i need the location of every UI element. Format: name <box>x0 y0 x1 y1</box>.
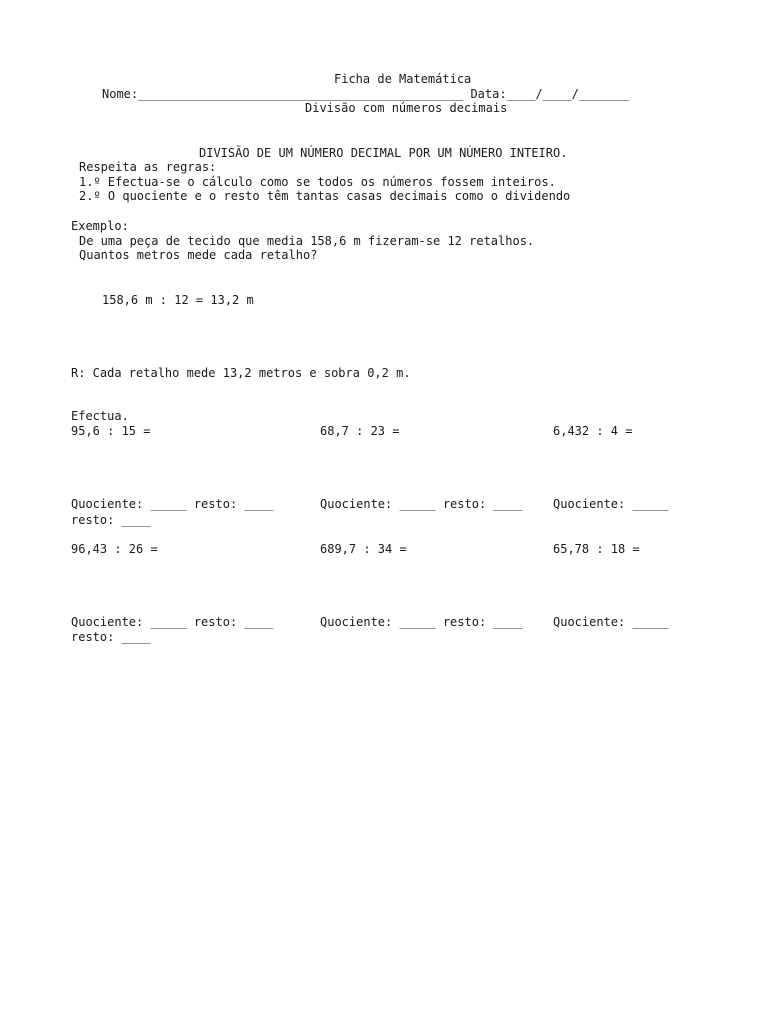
name-date-line: Nome:_____________________________________________ Data:____/____/_______ <box>102 87 630 101</box>
rule-2: 2.º O quociente e o resto têm tantas casas decimais como o dividendo <box>79 189 571 203</box>
answer-resto-1-3: resto: ____ <box>71 513 151 527</box>
rule-1: 1.º Efectua-se o cálculo como se todos os números fossem inteiros. <box>79 175 556 189</box>
answer-line-2-3: Quociente: _____ <box>553 615 669 629</box>
rules-intro: Respeita as regras: <box>79 160 217 174</box>
worksheet-title: Ficha de Matemática <box>334 72 472 86</box>
exercise-2-2: 689,7 : 34 = <box>320 542 407 556</box>
example-calculation: 158,6 m : 12 = 13,2 m <box>102 293 254 307</box>
exercise-1-1: 95,6 : 15 = <box>71 424 151 438</box>
answer-resto-2-3: resto: ____ <box>71 630 151 644</box>
section-heading: DIVISÃO DE UM NÚMERO DECIMAL POR UM NÚMERO INTEIRO. <box>199 146 568 160</box>
exercise-1-3: 6,432 : 4 = <box>553 424 633 438</box>
example-label: Exemplo: <box>71 219 129 233</box>
answer-line-1-2: Quociente: _____ resto: ____ <box>320 497 523 511</box>
answer-line-2-2: Quociente: _____ resto: ____ <box>320 615 523 629</box>
exercise-1-2: 68,7 : 23 = <box>320 424 400 438</box>
answer-line-1-3: Quociente: _____ <box>553 497 669 511</box>
answer-line-2-1: Quociente: _____ resto: ____ <box>71 615 274 629</box>
answer-line-1-1: Quociente: _____ resto: ____ <box>71 497 274 511</box>
example-problem-line-2: Quantos metros mede cada retalho? <box>79 248 318 262</box>
worksheet-subtitle: Divisão com números decimais <box>305 101 508 115</box>
example-answer: R: Cada retalho mede 13,2 metros e sobra 0,2 m. <box>71 366 411 380</box>
exercises-label: Efectua. <box>71 409 129 423</box>
example-problem-line-1: De uma peça de tecido que media 158,6 m fizeram-se 12 retalhos. <box>79 234 535 248</box>
exercise-2-1: 96,43 : 26 = <box>71 542 158 556</box>
exercise-2-3: 65,78 : 18 = <box>553 542 640 556</box>
